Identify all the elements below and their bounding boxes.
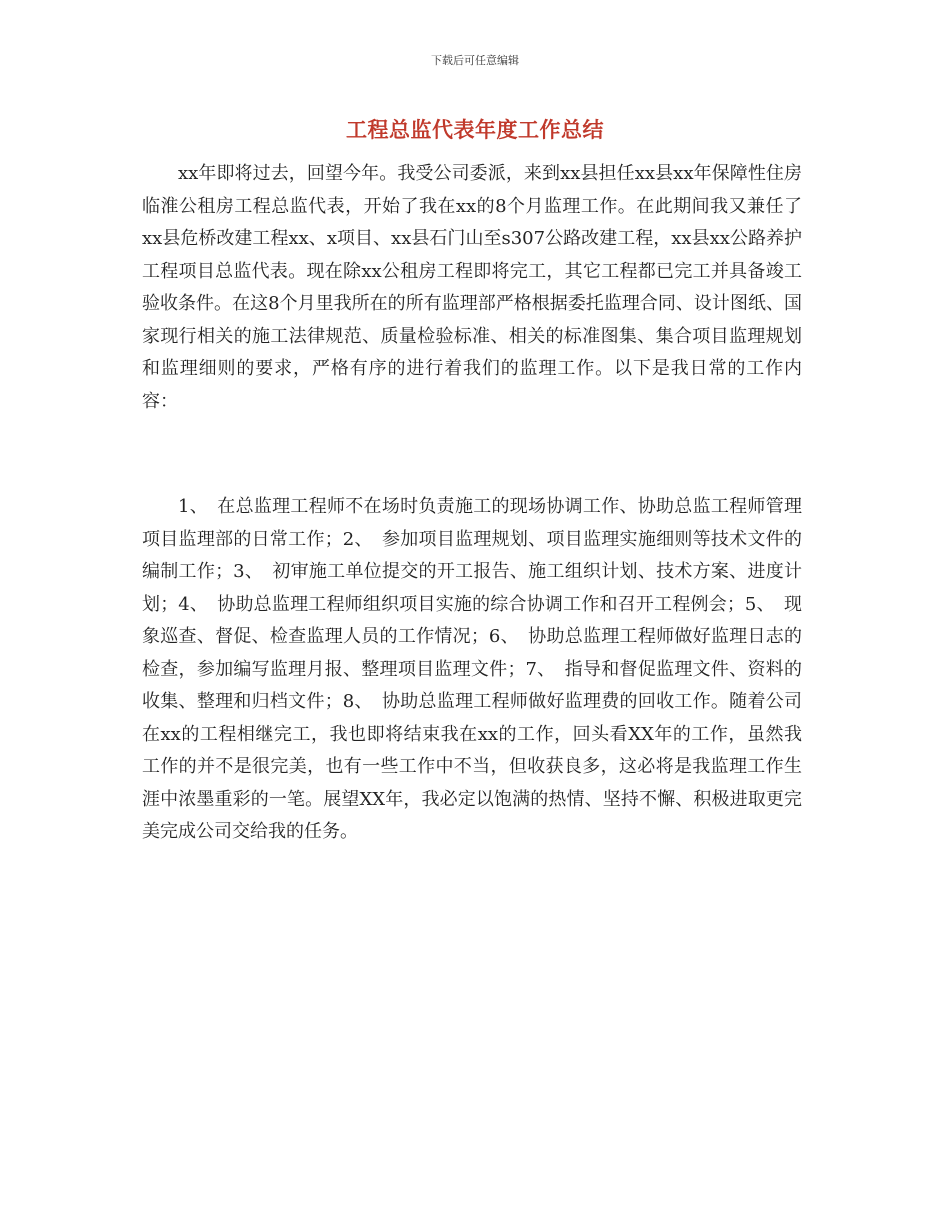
- paragraph-intro: xx年即将过去，回望今年。我受公司委派，来到xx县担任xx县xx年保障性住房临淮公租房工程总监代表，开始了我在xx的8个月监理工作。在此期间我又兼任了xx县危桥改建工程xx、x项目、xx县石门山至s307公路改建工程，xx县xx公路养护工程项目总监代表。现在除xx公租房工程即将完工，其它工程都已完工并具备竣工验收条件。在这8个月里我所在的所有监理部严格根据委托监理合同、设计图纸、国家现行相关的施工法律规范、质量检验标准、相关的标准图集、集合项目监理规划和监理细则的要求，严格有序的进行着我们的监理工作。以下是我日常的工作内容：: [142, 163, 802, 412]
- paragraph-duties: 1、 在总监理工程师不在场时负责施工的现场协调工作、协助总监工程师管理项目监理部的日常工作；2、 参加项目监理规划、项目监理实施细则等技术文件的编制工作；3、 初审施工单位提交的开工报告、施工组织计划、技术方案、进度计划；4、 协助总监理工程师组织项目实施的综合协调工作和召开工程例会；5、 现象巡查、督促、检查监理人员的工作情况；6、 协助总监理工程师做好监理日志的检查，参加编写监理月报、整理项目监理文件；7、 指导和督促监理文件、资料的收集、整理和归档文件；8、 协助总监理工程师做好监理费的回收工作。随着公司在xx的工程相继完工，我也即将结束我在xx的工作，回头看XX年的工作，虽然我工作的并不是很完美，也有一些工作中不当，但收获良多，这必将是我监理工作生涯中浓墨重彩的一笔。展望XX年，我必定以饱满的热情、坚持不懈、积极进取更完美完成公司交给我的任务。: [142, 496, 802, 842]
- page-header-note: 下载后可任意编辑: [431, 54, 519, 67]
- document-title: 工程总监代表年度工作总结: [346, 117, 604, 142]
